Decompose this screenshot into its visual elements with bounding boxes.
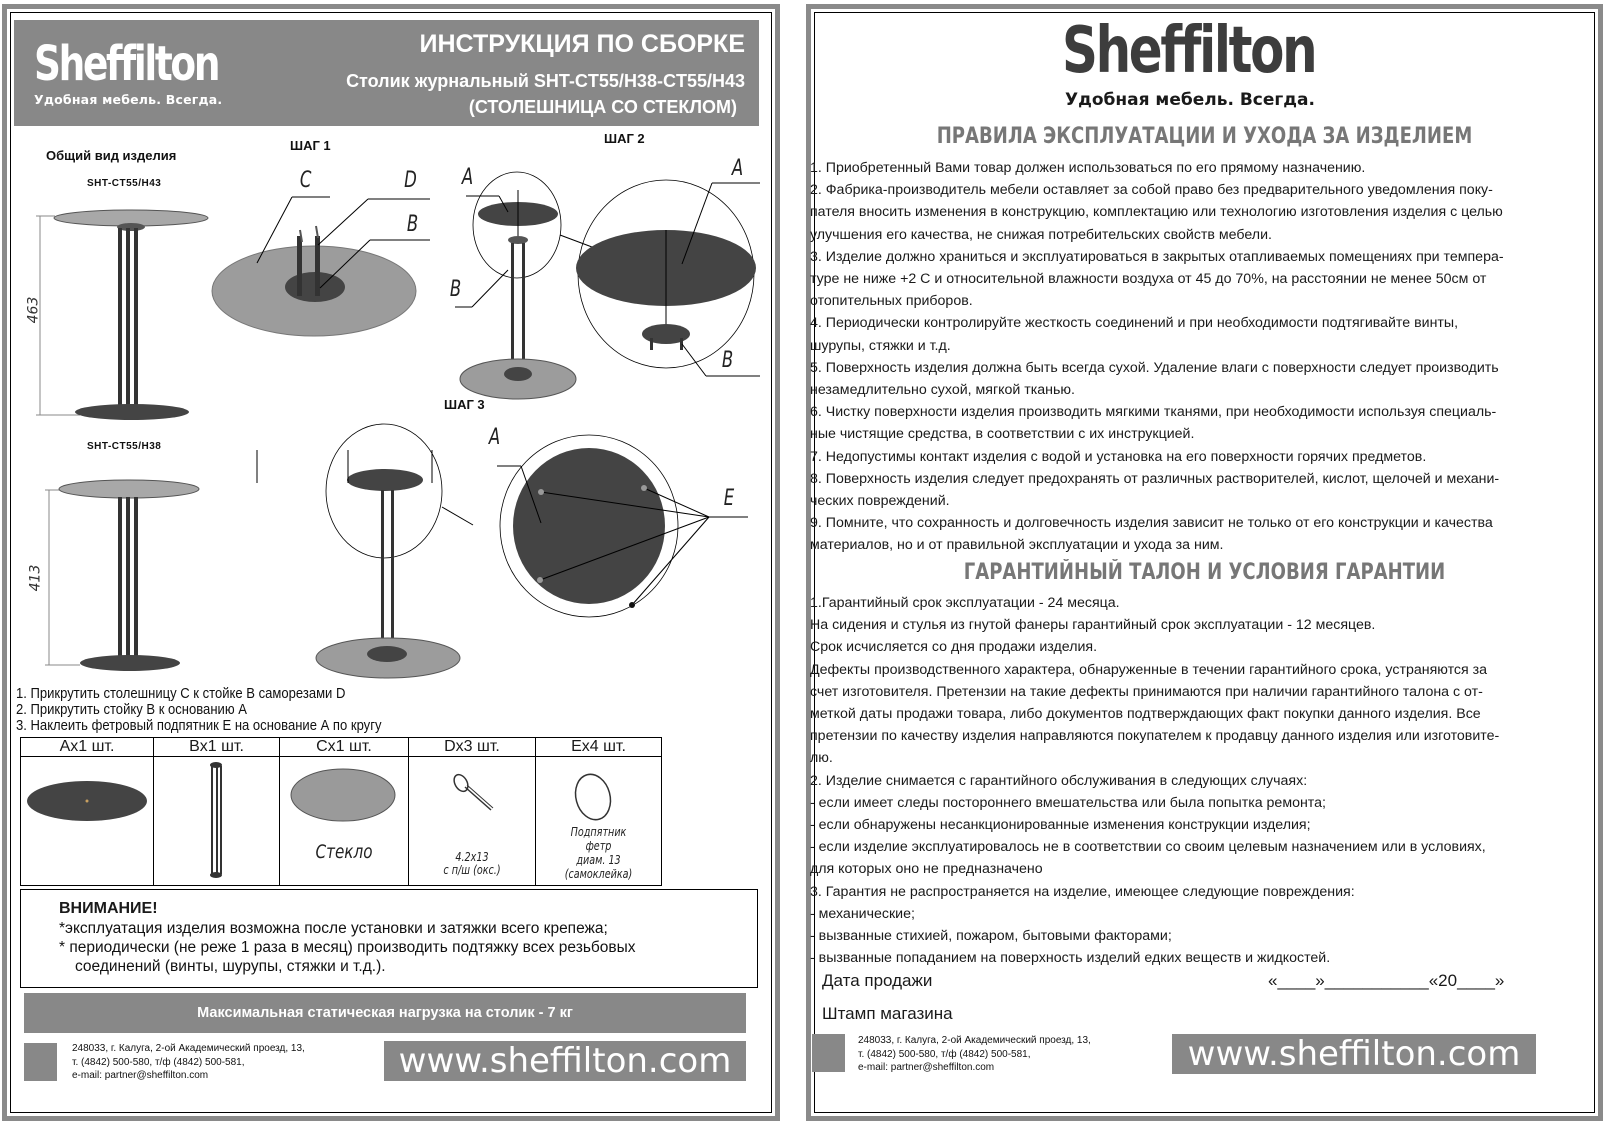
warranty-line: 1.Гарантийный срок эксплуатации - 24 месяца. <box>810 595 1120 611</box>
parts-header-row <box>21 738 662 757</box>
part-cell-d <box>409 757 536 886</box>
step2-drawing <box>455 172 760 399</box>
warranty-list <box>810 592 1540 969</box>
warning-line: *эксплуатация изделия возможна после установки и затяжки всего крепежа; <box>59 920 608 937</box>
warning-title: ВНИМАНИЕ! <box>59 900 158 917</box>
rules-line: 4. Периодически контролируйте жесткость соединений и при необходимости подтягивайте винты, <box>810 315 1459 332</box>
rules-line: 7. Недопустимы контакт изделия с водой и установка на его поверхности горячих предметов. <box>810 448 1427 465</box>
felt-pad-caption <box>548 825 648 881</box>
max-load-banner: Максимальная статическая нагрузка на столик - 7 кг <box>24 993 746 1033</box>
part-header-c: Cx1 шт. <box>280 738 409 757</box>
warranty-line: - если обнаружены несанкционированные изменения конструкции изделия; <box>810 817 1311 834</box>
warranty-line: для которых оно не предназначено <box>810 861 1043 878</box>
warranty-line: - вызванные попаданием на поверхность изделий едких веществ и жидкостей. <box>810 950 1331 967</box>
footer-contacts <box>858 1034 1091 1075</box>
footer-square <box>812 1034 845 1072</box>
step2-label: ШАГ 2 <box>604 131 645 146</box>
part-header-a: Ax1 шт. <box>21 738 154 757</box>
brand-logo: Sheffilton <box>34 36 219 92</box>
glass-caption: Стекло <box>315 841 373 863</box>
store-stamp-label: Штамп магазина <box>822 1004 953 1023</box>
brand-logo: Sheffilton <box>1062 14 1316 88</box>
warning-line: соединений (винты, шурупы, стяжки и т.д.). <box>75 958 386 975</box>
screw-caption <box>422 851 523 877</box>
page-title: ИНСТРУКЦИЯ ПО СБОРКЕ <box>419 30 745 58</box>
footer-phones: т. (4842) 500-580, т/ф (4842) 500-581, <box>72 1056 245 1068</box>
warranty-line: - механические; <box>810 905 915 922</box>
rules-line: ные чистящие средства, в соответствии с их инструкцией. <box>810 426 1195 443</box>
rules-line: 3. Изделие должно храниться и эксплуатироваться в закрытых отапливаемых помещениях при темпера- <box>810 248 1504 265</box>
rules-line: улучшения его качества, не снижая потребительских свойств мебели. <box>810 226 1272 243</box>
assembly-diagrams <box>0 0 780 690</box>
part-letter-a-step3: A <box>488 425 501 450</box>
rules-line: отопительных приборов. <box>810 293 973 310</box>
part-letter-b-detail: B <box>721 348 734 373</box>
footer-website[interactable]: www.sheffilton.com <box>384 1041 746 1081</box>
stand-post-icon <box>154 759 279 884</box>
warranty-line: меткой даты продажи товара, либо документов подтверждающих факт покупки данного изделия. Все <box>810 706 1481 723</box>
screw-icon <box>409 767 535 827</box>
part-cell-e <box>535 757 661 886</box>
step3-drawing <box>257 424 748 678</box>
glass-top-icon <box>280 767 408 827</box>
footer-address: 248033, г. Калуга, 2-ой Академический проезд, 13, <box>72 1043 305 1054</box>
warranty-line: претензии по качеству изделия направляются покупателем к продавцу данного изделия или изготовите- <box>810 728 1500 745</box>
parts-table <box>20 737 662 886</box>
part-letter-d: D <box>404 168 417 193</box>
step1-label: ШАГ 1 <box>290 138 331 153</box>
footer-website[interactable]: www.sheffilton.com <box>1172 1034 1536 1074</box>
table-h43-drawing <box>36 210 208 420</box>
model-label-h38: SHT-CT55/H38 <box>87 441 162 452</box>
part-letter-b-step2: B <box>449 277 462 302</box>
part-header-e: Ex4 шт. <box>535 738 661 757</box>
warranty-line: Дефекты производственного характера, обнаруженные в течении гарантийного срока, устраняются за <box>810 661 1488 678</box>
warranty-line: лю. <box>810 750 833 767</box>
product-name: Столик журнальный SHT-CT55/H38-CT55/H43 <box>346 71 745 91</box>
assembly-step: 3. Наклеить фетровый подпятник Е на основание А по кругу <box>16 718 382 734</box>
warranty-heading: ГАРАНТИЙНЫЙ ТАЛОН И УСЛОВИЯ ГАРАНТИИ <box>963 560 1446 585</box>
warranty-line: 2. Изделие снимается с гарантийного обслуживания в следующих случаях: <box>810 772 1308 789</box>
rules-line: шурупы, стяжки и т.д. <box>810 337 951 354</box>
warranty-line: счет изготовителя. Претензии на такие дефекты принимаются при наличии гарантийного талона с от- <box>810 683 1483 700</box>
rules-line: материалов, но и от правильной эксплуатации и ухода за ним. <box>810 537 1224 554</box>
rules-line: туре не ниже +2 С и относительной влажности воздуха от 45 до 70%, на расстоянии не менее 50см от <box>810 271 1487 288</box>
product-variant: (СТОЛЕШНИЦА СО СТЕКЛОМ) <box>468 97 737 117</box>
screw-type: с п/ш (окс.) <box>443 863 501 877</box>
part-header-d: Dx3 шт. <box>409 738 536 757</box>
rules-line: 8. Поверхность изделия следует предохранять от различных растворителей, кислот, щелочей и механи- <box>810 470 1500 487</box>
model-label-h43: SHT-CT55/H43 <box>87 178 162 189</box>
felt-caption-line: Подпятник <box>570 825 627 839</box>
warranty-line: 3. Гарантия не распространяется на изделие, имеющее следующие повреждения: <box>810 883 1355 900</box>
part-letter-a-step2: A <box>461 165 474 190</box>
step1-drawing <box>212 197 430 336</box>
part-header-b: Bx1 шт. <box>154 738 280 757</box>
felt-caption-line: фетр <box>585 839 612 853</box>
base-plate-icon <box>23 775 153 835</box>
part-letter-e: E <box>723 486 735 511</box>
parts-image-row <box>21 757 662 886</box>
warning-box <box>20 889 758 988</box>
warranty-content <box>806 4 1603 1121</box>
part-letter-b-step1: B <box>406 212 419 237</box>
part-letter-a-detail: A <box>731 156 744 181</box>
assembly-step: 2. Прикрутить стойку В к основанию А <box>16 702 247 718</box>
warranty-line: - если изделие эксплуатировалось не в соответствии со своим целевым назначением или в условиях, <box>810 839 1486 856</box>
height-dimension-463: 463 <box>25 296 42 324</box>
overview-heading: Общий вид изделия <box>46 148 177 163</box>
footer-contacts <box>72 1042 305 1083</box>
footer-email: e-mail: partner@sheffilton.com <box>858 1062 995 1073</box>
rules-line: 6. Чистку поверхности изделия производить мягкими тканями, при необходимости используя специаль- <box>810 404 1497 421</box>
rules-heading: ПРАВИЛА ЭКСПЛУАТАЦИИ И УХОДА ЗА ИЗДЕЛИЕМ <box>936 124 1473 149</box>
assembly-steps <box>16 686 381 734</box>
footer-square <box>24 1043 57 1081</box>
sale-date-field[interactable]: «____»___________«20____» <box>1268 971 1505 990</box>
rules-line: пателя вносить изменения в конструкцию, комплектацию или технологию изготовления изделия с целью <box>810 204 1503 221</box>
part-cell-b <box>154 757 280 886</box>
rules-list <box>810 157 1540 557</box>
rules-line: ческих повреждений. <box>810 493 950 510</box>
felt-caption-line: диам. 13 <box>576 853 621 867</box>
footer-phones: т. (4842) 500-580, т/ф (4842) 500-581, <box>858 1048 1031 1060</box>
rules-line: 2. Фабрика-производитель мебели оставляет за собой право без предварительного уведомления поку- <box>810 182 1493 199</box>
rules-line: 1. Приобретенный Вами товар должен использоваться по его прямому назначению. <box>810 160 1366 176</box>
brand-tagline: Удобная мебель. Всегда. <box>34 92 223 107</box>
screw-size: 4.2x13 <box>455 850 489 864</box>
warning-line: * периодически (не реже 1 раза в месяц) производить подтяжку всех резьбовых <box>59 939 636 956</box>
rules-line: 9. Помните, что сохранность и долговечность изделия зависит не только от его конструкции и качества <box>810 515 1493 532</box>
footer-email: e-mail: partner@sheffilton.com <box>72 1070 209 1081</box>
part-cell-a <box>21 757 154 886</box>
part-cell-c <box>280 757 409 886</box>
table-h38-drawing <box>45 480 199 671</box>
brand-tagline: Удобная мебель. Всегда. <box>1065 90 1315 110</box>
assembly-step: 1. Прикрутить столешницу С к стойке В саморезами D <box>16 686 346 702</box>
step3-label: ШАГ 3 <box>444 397 485 412</box>
sale-date-label: Дата продажи <box>822 971 933 990</box>
felt-pad-icon <box>536 767 661 827</box>
warranty-line: На сидения и стулья из гнутой фанеры гарантийный срок эксплуатации - 12 месяцев. <box>810 617 1376 634</box>
warranty-line: Срок исчисляется со дня продажи изделия. <box>810 639 1098 656</box>
part-letter-c: C <box>299 168 312 193</box>
rules-line: незамедлительно сухой, мягкой тканью. <box>810 382 1075 399</box>
felt-caption-line: (самоклейка) <box>564 867 633 881</box>
footer-address: 248033, г. Калуга, 2-ой Академический проезд, 13, <box>858 1035 1091 1046</box>
warranty-line: - если имеет следы постороннего вмешательства или была попытка ремонта; <box>810 794 1326 811</box>
warranty-line: - вызванные стихией, пожаром, бытовыми факторами; <box>810 928 1172 945</box>
rules-line: 5. Поверхность изделия должна быть всегда сухой. Удаление влаги с поверхности следует производить <box>810 359 1499 376</box>
height-dimension-413: 413 <box>27 564 44 592</box>
